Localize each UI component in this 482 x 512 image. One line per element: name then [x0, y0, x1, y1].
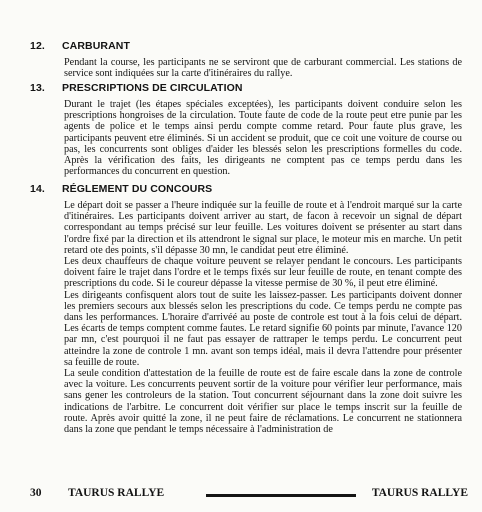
section-title: CARBURANT — [62, 40, 130, 52]
section-number: 12. — [30, 40, 45, 52]
footer-rule — [206, 494, 356, 497]
section-number: 14. — [30, 183, 45, 195]
section-heading — [28, 40, 468, 53]
section-body — [64, 200, 462, 435]
section-heading — [28, 82, 468, 95]
page-footer — [28, 485, 468, 505]
section-heading — [28, 183, 468, 196]
footer-title-right: TAURUS RALLYE — [371, 487, 468, 499]
section-14 — [28, 183, 468, 435]
page-number: 30 — [30, 487, 42, 499]
section-body — [64, 99, 462, 177]
paragraph: Durant le trajet (les étapes spéciales exceptées), les participants doivent conduire selon les prescriptions hongroises de la circulation. Toute faute de code de la route peut etre punie par les agents de police et le temps ainsi perdu compte comme retard. Pour faute plus grave, les participants peuvent etre éliminés. Si un accident se produit, que ce coit une voiture de course ou pas, les concurrents sont obliges d'aider les blessés selon les prescriptions formelles du code. Après la vérification des faits, les dirigeants ne comptent pas ce temps perdu dans les performances du concurrent en question. — [64, 99, 462, 178]
paragraph: Les dirigeants confisquent alors tout de suite les laissez-passer. Les participants doivent donner les premiers secours aux blessés selon les prescriptions du code. Ce temps perdu ne compte pas dans les performances. L'horaire d'arrivéé au poste de controle est tout à la fois celui de départ. Les écarts de temps comptent comme fautes. Le retard signifie 60 points par minute, l'avance 120 par mn, c'est pourquoi il ne faut pas essayer de rattraper le temps perdu. Le concurrent peut atteindre la zone de controle 1 mn. avant son temps idéal, mais il devra l'attendre pour présenter sa feuille de route. — [64, 289, 462, 368]
section-title: RÉGLEMENT DU CONCOURS — [62, 183, 213, 195]
section-13 — [28, 82, 468, 177]
footer-title-left: TAURUS RALLYE — [68, 487, 165, 499]
section-12 — [28, 40, 468, 79]
paragraph: Le départ doit se passer a l'heure indiquée sur la feuille de route et à l'endroit marqué sur la carte d'itinéraires. Les participants doivent arriver au start, de facon à recevoir un signal de départ correspondant au temps précisé sur leur feuille. Les voitures doivent se présenter au start dans l'ordre fixé par la direction et ils attendront le signal sur place, le moteur mis en marche. Un petit retard ote des points, s'il dépasse 30 mn, le candidat peut etre éliminé. — [64, 200, 462, 256]
section-number: 13. — [30, 82, 45, 94]
section-title: PRESCRIPTIONS DE CIRCULATION — [62, 82, 243, 94]
paragraph: Les deux chauffeurs de chaque voiture peuvent se relayer pendant le concours. Les participants doivent faire le trajet dans l'ordre et le temps fixés sur leur feuille de route, en tenant compte des prescriptions du code. Si le coureur dépasse la vitesse permise de 30 %, il peut etre éliminé. — [64, 256, 462, 290]
paragraph: Pendant la course, les participants ne se serviront que de carburant commercial. Les stations de service sont indiquées sur la carte d'itinéraires du rallye. — [64, 57, 462, 80]
paragraph: La seule condition d'attestation de la feuille de route est de faire escale dans la zone de controle avec la voiture. Les concurrents peuvent sortir de la voiture pour vérifier leur performance, mais sans gener les controleurs de la station. Tout concurrent séjournant dans la zone doit suivre les indications de l'arbitre. Le concurrent doit vérifier sur place le temps inscrit sur la feuille de route. Après avoir quitté la zone, il ne peut faire de réclamations. Le concurrent ne stationnera dans la zone que pendant le temps nécessaire à l'administration de — [64, 368, 462, 436]
section-body — [64, 57, 462, 79]
